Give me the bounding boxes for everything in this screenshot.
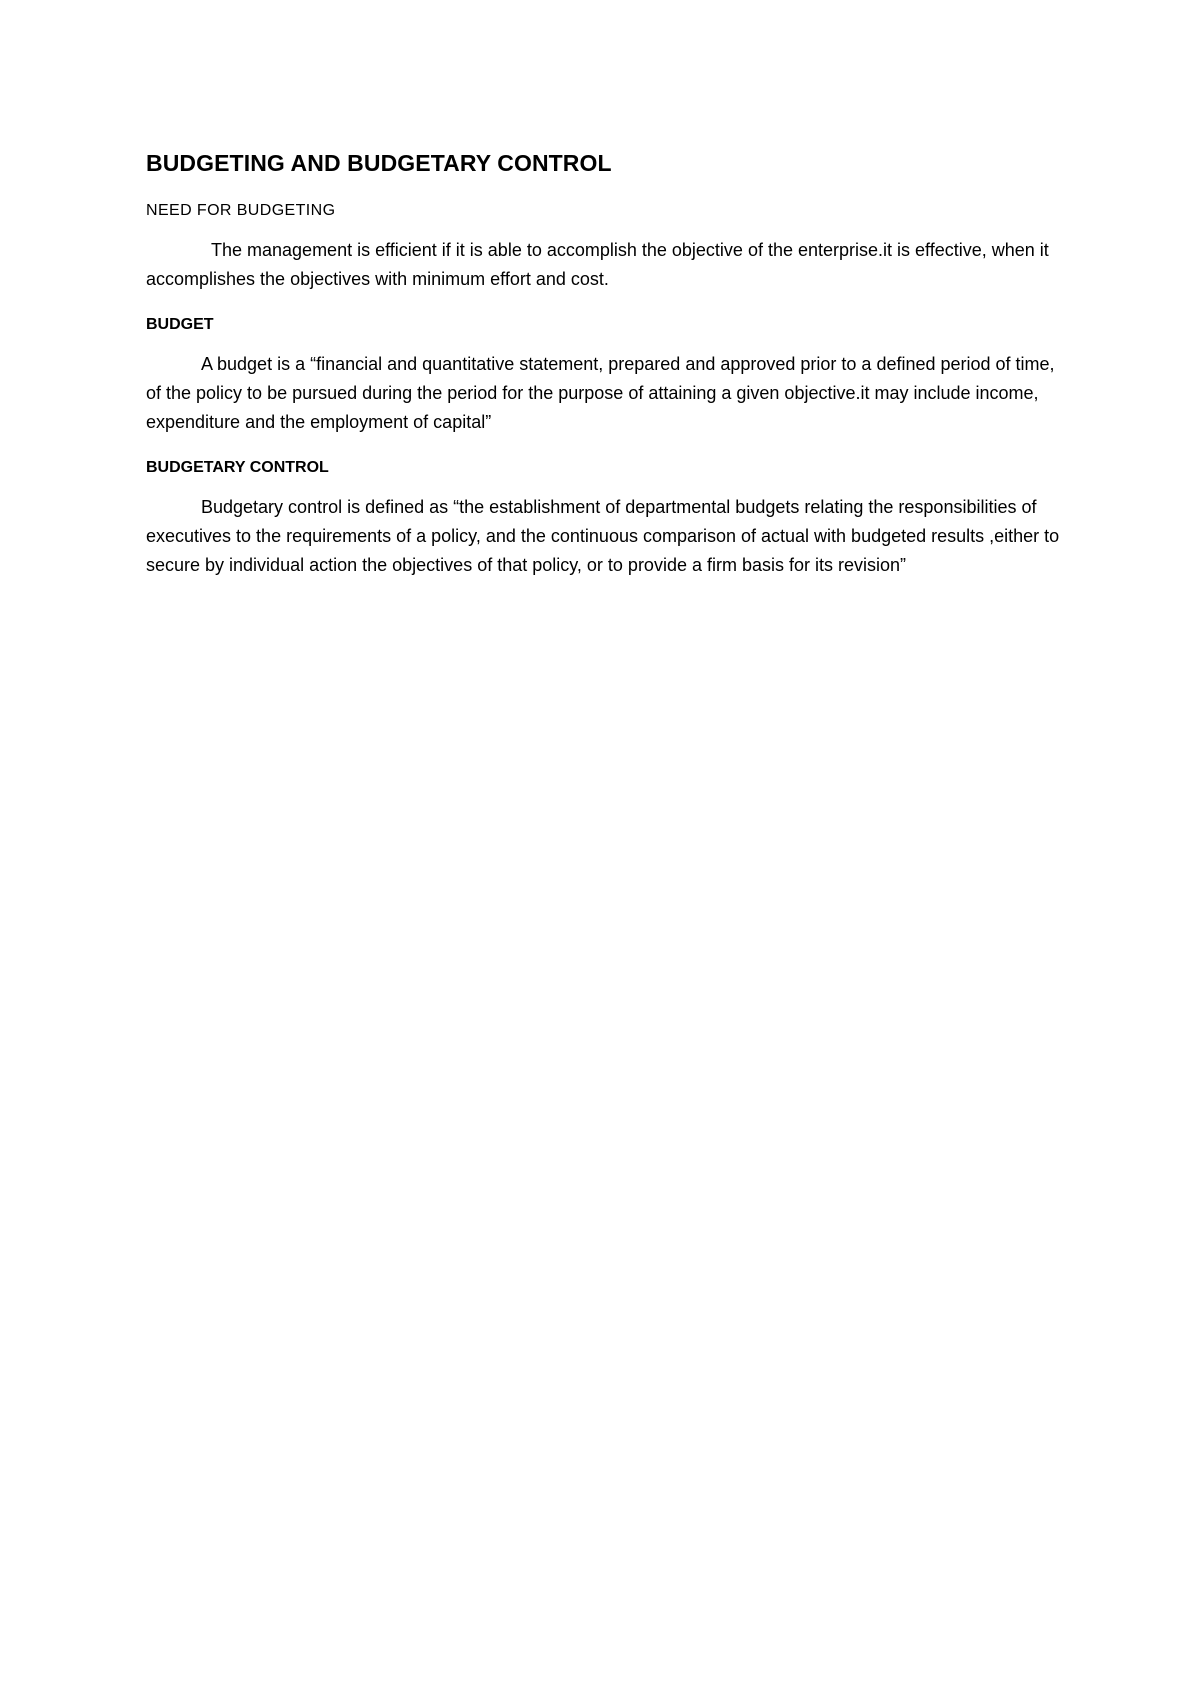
paragraph-need-for-budgeting: The management is efficient if it is able to accomplish the objective of the enterprise.it is effective, when it accomplishes the objectives with minimum effort and cost. [146,240,1049,289]
paragraph-budgetary-control: Budgetary control is defined as “the establishment of departmental budgets relating the responsibilities of executives to the requirements of a policy, and the continuous comparison of actual with budgeted results ,either to secure by individual action the objectives of that policy, or to provide a firm basis for its revision” [146,497,1060,575]
document-title: BUDGETING AND BUDGETARY CONTROL [146,150,612,176]
paragraph-budget: A budget is a “financial and quantitative statement, prepared and approved prior to a defined period of time, of the policy to be pursued during the period for the purpose of attaining a given objective.it may include income, expenditure and the employment of capital” [146,354,1055,432]
heading-budgetary-control: BUDGETARY CONTROL [146,459,329,476]
heading-need-for-budgeting: NEED FOR BUDGETING [146,202,336,219]
heading-budget: BUDGET [146,316,214,333]
document-body [146,148,1066,580]
